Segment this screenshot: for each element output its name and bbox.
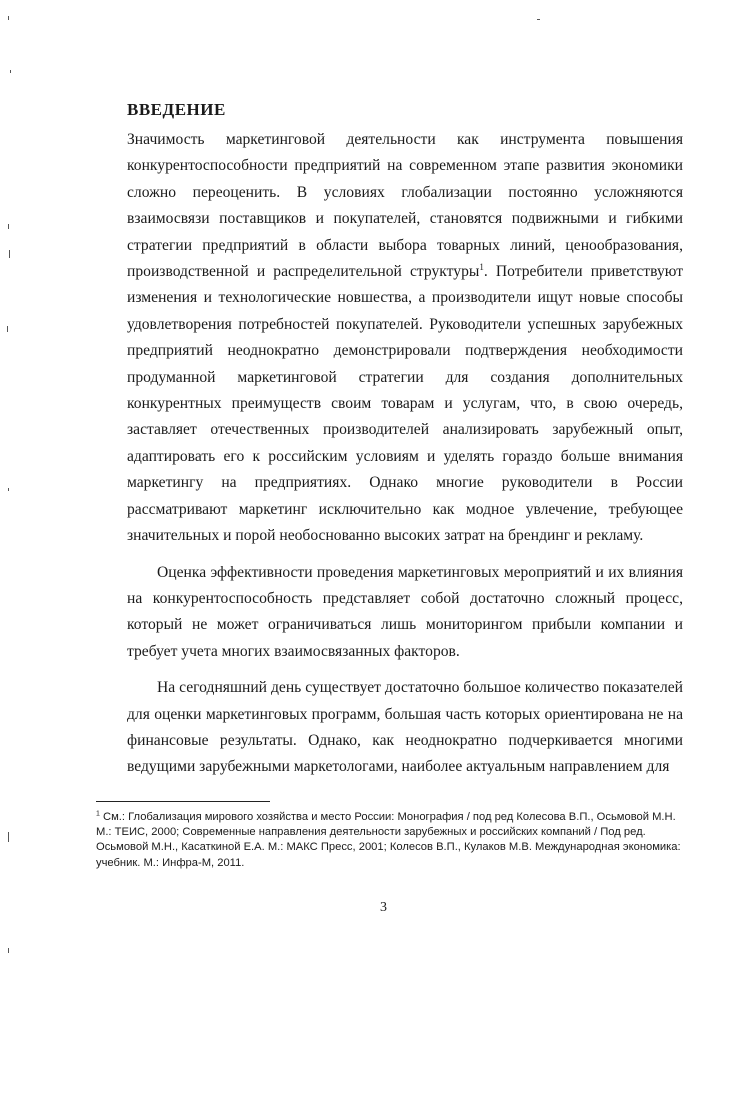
paragraph-text: . Потребители приветствуют изменения и технологические новшества, а производители ищут новые способы удовлетворения потребностей покупателей. Руководители успешных зарубежных предприятий неоднократно демонстрировали подтверждения необходимости продуманной маркетинговой стратегии для создания дополнительных конкурентных преимуществ своим товарам и услугам, что, в свою очередь, заставляет отечественных производителей анализировать зарубежный опыт, адаптировать его к российским условиям и уделять гораздо больше внимания маркетингу на предприятиях. Однако многие руководители в России рассматривают маркетинг исключительно как модное увлечение, требующее значительных и порой необоснованно высоких затрат на брендинг и рекламу. (127, 263, 684, 545)
scan-speck (10, 70, 11, 73)
paragraph: Оценка эффективности проведения маркетинговых мероприятий и их влияния на конкурентоспособность представляет собой достаточно сложный процесс, который не может ограничиваться лишь мониторингом прибыли компании и требует учета многих взаимосвязанных факторов. (127, 563, 683, 660)
section-heading: ВВЕДЕНИЕ (127, 100, 226, 119)
scan-speck (537, 19, 540, 20)
scan-speck (8, 832, 9, 842)
page-number: 3 (380, 900, 387, 915)
footnote-mark: 1 (96, 810, 100, 818)
paragraph-text: Значимость маркетинговой деятельности как инструмента повышения конкурентоспособности предприятий на современном этапе развития экономики сложно переоценить. В условиях глобализации постоянно усложняются взаимосвязи поставщиков и покупателей, становятся подвижными и гибкими стратегии предприятий в области выбора товарных линий, ценообразования, производственной и распределительной структуры (127, 131, 683, 281)
scan-speck (8, 948, 9, 953)
footnote-reference[interactable]: 1 (479, 261, 484, 272)
paragraph (127, 127, 683, 550)
scan-speck (9, 250, 10, 258)
scan-speck (7, 326, 8, 332)
body-text (127, 127, 683, 791)
paragraph: На сегодняшний день существует достаточно большое количество показателей для оценки маркетинговых программ, большая часть которых ориентирована не на финансовые результаты. Однако, как неоднократно подчеркивается многими ведущими зарубежными маркетологами, наиболее актуальным направлением для (127, 679, 683, 776)
scan-speck (8, 224, 9, 229)
footnote-text: См.: Глобализация мирового хозяйства и место России: Монография / под ред Колесова В.П., Осьмовой М.Н. М.: ТЕИС, 2000; Современные направления деятельности зарубежных и российских компаний / Под ред. Осьмовой М.Н., Касаткиной Е.А. М.: МАКС Пресс, 2001; Колесов В.П., Кулаков М.В. Международная экономика: учебник. М.: Инфра-М, 2011. (96, 811, 681, 869)
scan-speck (8, 488, 9, 491)
footnote (96, 810, 686, 871)
scan-speck (8, 16, 9, 20)
footnote-separator (96, 801, 270, 802)
